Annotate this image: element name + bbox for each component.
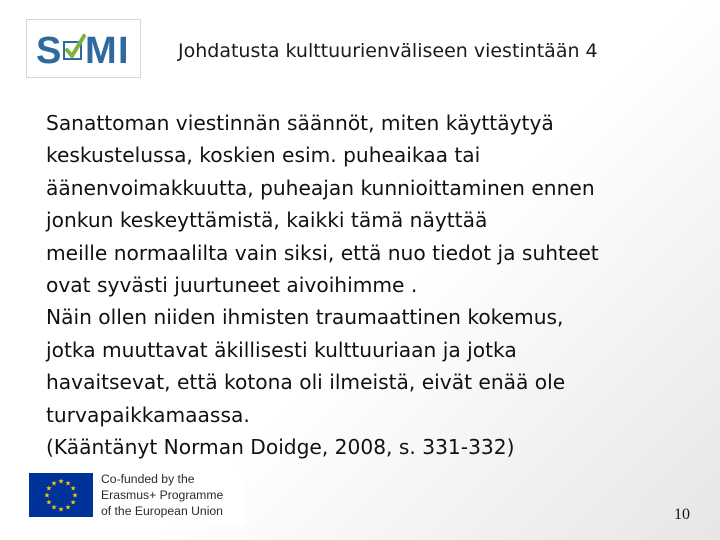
eu-star: ★ bbox=[71, 491, 79, 500]
eu-star: ★ bbox=[45, 498, 53, 507]
eu-funding-badge bbox=[23, 465, 245, 525]
svg-text:I: I bbox=[117, 29, 129, 72]
slide-title: Johdatusta kulttuurienväliseen viestintään 4 bbox=[178, 40, 598, 62]
slide-body-text: Sanattoman viestinnän säännöt, miten käyttäytyä keskustelussa, koskien esim. puheaikaa tai äänenvoimakkuutta, puheajan kunnioittaminen ennen jonkun keskeyttämistä, kaikki tämä näyttää meille normaalilta vain siksi, että nuo tiedot ja suhteet ovat syvästi juurtuneet aivoihimme . Näin ollen niiden ihmisten traumaattinen kokemus, jotka muuttavat äkillisesti kulttuuriaan ja jotka havaitsevat, että kotona oli ilmeistä, eivät enää ole turvapaikkamaassa. (Kääntänyt Norman Doidge, 2008, s. 331-332) bbox=[46, 111, 599, 460]
eu-star: ★ bbox=[57, 505, 65, 514]
eu-star: ★ bbox=[50, 503, 58, 512]
eu-star: ★ bbox=[43, 491, 51, 500]
eu-star: ★ bbox=[64, 503, 72, 512]
eu-star: ★ bbox=[50, 479, 58, 488]
eu-flag-icon bbox=[29, 473, 93, 517]
eu-line-2: Erasmus+ Programme bbox=[101, 488, 224, 502]
eu-star: ★ bbox=[69, 484, 77, 493]
eu-star: ★ bbox=[64, 479, 72, 488]
eu-line-1: Co-funded by the bbox=[101, 472, 195, 486]
eu-star: ★ bbox=[69, 498, 77, 507]
eu-funding-text bbox=[101, 471, 223, 519]
page-number: 10 bbox=[674, 506, 690, 523]
eu-line-3: of the European Union bbox=[101, 504, 223, 518]
somi-logo bbox=[26, 19, 141, 78]
eu-star: ★ bbox=[45, 484, 53, 493]
eu-star: ★ bbox=[57, 477, 65, 486]
svg-text:S: S bbox=[35, 29, 61, 72]
somi-logo-mark bbox=[34, 26, 134, 72]
svg-text:M: M bbox=[84, 29, 117, 72]
